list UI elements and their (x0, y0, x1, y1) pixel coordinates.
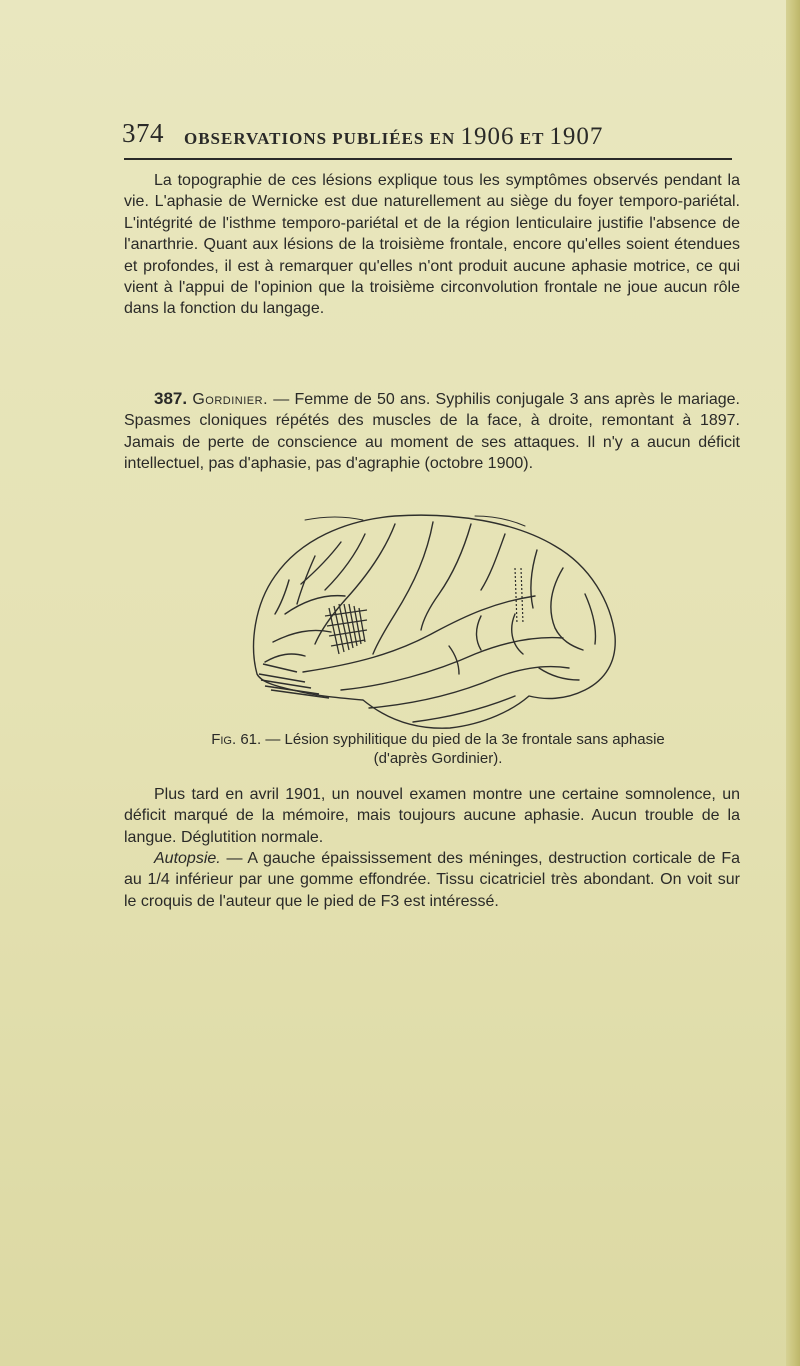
running-title-year2: 1907 (549, 123, 604, 150)
brain-sketch-figure (245, 504, 621, 730)
caption-line-1 (178, 730, 698, 749)
page-header (122, 118, 682, 152)
observation-387 (124, 388, 740, 475)
page-edge (786, 0, 800, 1366)
observation-number: 387. (154, 389, 188, 408)
figure-caption (178, 730, 698, 768)
paragraph-plus-tard (124, 784, 740, 848)
figure-label: Fig. 61. (211, 731, 262, 748)
caption-text-2: (d'après Gordinier). (373, 750, 503, 767)
paragraph-1-text: La topographie de ces lésions explique tous les symptômes observés pendant la vie. L'aphasie de Wernicke est due naturellement au siège du foyer temporo-pariétal. L'intégrité de l'isthme temporo-pariétal et de la région lenticulaire justifie l'absence de l'anarthrie. Quant aux lésions de la troisième frontale, encore qu'elles soient étendues et profondes, il est à remarquer qu'elles n'ont produit aucune aphasie motrice, ce qui vient à l'appui de l'opinion que la troisième circonvolution frontale ne joue aucun rôle dans la fonction du langage. (124, 172, 740, 318)
autopsie-paragraph (124, 848, 740, 912)
page-number: 374 (122, 118, 164, 148)
observation-text: — Femme de 50 ans. Syphilis conjugale 3 ans après le mariage. Spasmes cloniques répétés des muscles de la face, à droite, remontant à 1897. Jamais de perte de conscience au moment de ses attaques. Il n'y a aucun déficit intellectuel, pas d'aphasie, pas d'agraphie (octobre 1900). (124, 391, 741, 473)
autopsie-label: Autopsie. (154, 850, 221, 867)
running-title-text: OBSERVATIONS PUBLIÉES EN (184, 129, 456, 148)
caption-text-1: — Lésion syphilitique du pied de la 3e frontale sans aphasie (265, 731, 665, 748)
header-rule (124, 158, 732, 160)
autopsie-text: — A gauche épaississement des méninges, destruction corticale de Fa au 1/4 inférieur par une gomme effondrée. Tissu cicatriciel très abondant. On voit sur le croquis de l'auteur que le pied de F3 est intéressé. (124, 850, 741, 910)
running-title-et: ET (519, 129, 545, 148)
paragraph-3-text: Plus tard en avril 1901, un nouvel examen montre une certaine somnolence, un déficit marqué de la mémoire, mais toujours aucune aphasie. Aucun trouble de la langue. Déglutition normale. (124, 786, 740, 846)
running-title-year1: 1906 (460, 123, 515, 150)
observation-author: Gordinier. (192, 391, 269, 408)
paragraph-topographie (124, 170, 740, 320)
running-title (184, 123, 603, 151)
